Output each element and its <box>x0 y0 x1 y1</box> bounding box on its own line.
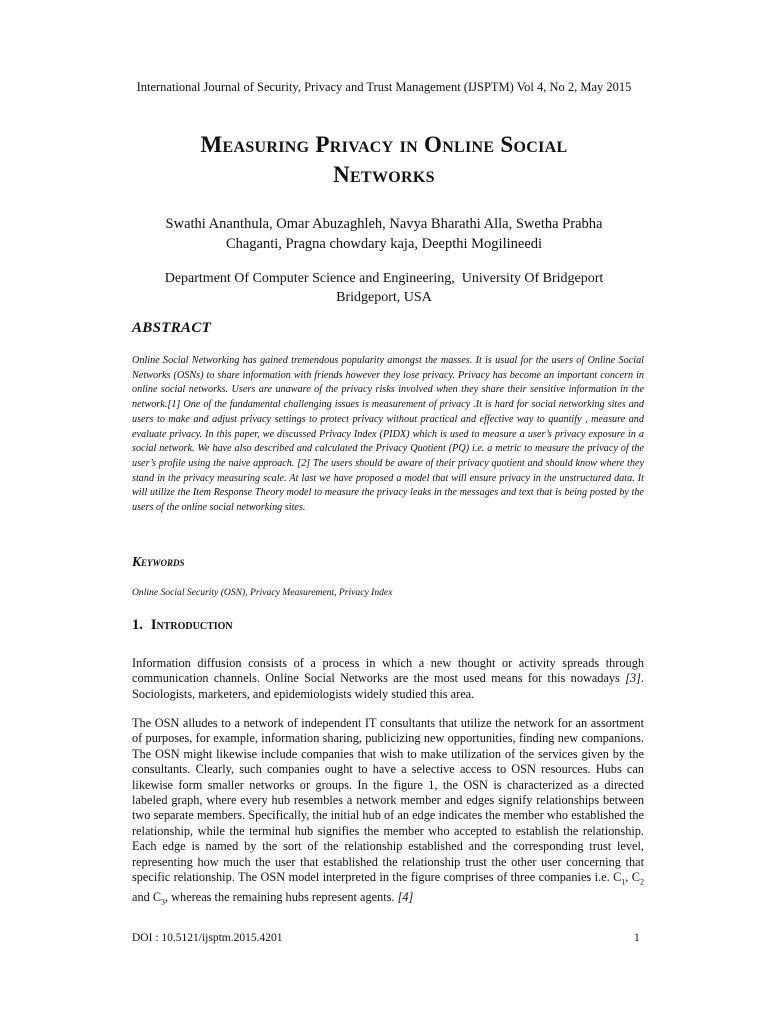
section-number: 1. <box>132 617 143 633</box>
sep-2: and C <box>132 889 162 904</box>
subscript-3: 3 <box>161 897 166 907</box>
page-number: 1 <box>634 932 640 944</box>
intro-p2-text: The OSN alludes to a network of independent IT consultants that utilize the network for an assortment of purposes, for example, information sharing, publicizing new opportunities, finding new companions. The OSN might likewise include companies that wish to make utilization of the services given by the consultants. Clearly, such companies ought to have a selective access to OSN resources. Hubs can likewise form smaller networks or groups. In the figure 1, the OSN is characterized as a directed labeled graph, where every hub resembles a network member and edges signify relationships between two separate members. Specifically, the initial hub of an edge indicates the member who established the relationship, while the terminal hub signifies the member who accepted to establish the relationship. Each edge is named by the sort of the relationship established and the corresponding trust level, representing how much the user that established the relationship trust the other user concerning that specific relationship. The OSN model interpreted in the figure comprises of three companies i.e. C <box>132 716 644 885</box>
intro-p1-tail: . Sociologists, marketers, and epidemiologists widely studied this area. <box>132 671 644 701</box>
paper-title <box>60 130 708 190</box>
affiliation-line-1: Department Of Computer Science and Engineering, University Of Bridgeport <box>164 271 604 286</box>
keywords-list: Online Social Security (OSN), Privacy Measurement, Privacy Index <box>132 587 393 598</box>
intro-p2-tail: , whereas the remaining hubs represent agents. <box>165 889 398 904</box>
abstract-body: Online Social Networking has gained tremendous popularity amongst the masses. It is usual for the users of Online Social Networks (OSNs) to share information with friends however they lose privacy. Privacy has become an important concern in online social networks. Users are unaware of the privacy risks involved when they share their sensitive information in the network.[1] One of the fundamental challenging issues is measurement of privacy .It is hard for social networking sites and users to make and adjust privacy settings to protect privacy without practical and effective way to quantify , measure and evaluate privacy. In this paper, we discussed Privacy Index (PIDX) which is used to measure a user’s privacy exposure in a social network. We have also described and calculated the Privacy Quotient (PQ) i.e. a metric to measure the privacy of the user’s profile using the naive approach. [2] The users should be aware of their privacy quotient and should know where they stand in the privacy measuring scale. At last we have proposed a model that will ensure privacy in the unstructured data. It will utilize the Item Response Theory model to measure the privacy leaks in the messages and text that is being posted by the users of the online social networking sites. <box>132 355 644 514</box>
citation-4: [4] <box>397 889 414 904</box>
keywords-heading: Keywords <box>132 554 185 569</box>
running-head: International Journal of Security, Privacy and Trust Management (IJSPTM) Vol 4, No 2, May 2015 <box>136 80 632 94</box>
affiliation-line-2: Bridgeport, USA <box>336 290 432 305</box>
citation-3: [3] <box>625 671 641 686</box>
title-line-2: Networks <box>333 162 435 187</box>
author-list <box>90 214 678 254</box>
section-title: Introduction <box>150 617 233 633</box>
section-heading-introduction <box>132 617 233 634</box>
authors-line-2: Chaganti, Pragna chowdary kaja, Deepthi Mogilineedi <box>225 236 543 252</box>
doi-footer: DOI : 10.5121/ijsptm.2015.4201 <box>132 932 283 944</box>
sep-1: , C <box>625 870 640 885</box>
subscript-2: 2 <box>640 877 644 887</box>
subscript-1: 1 <box>621 877 626 887</box>
abstract-heading: ABSTRACT <box>132 320 212 336</box>
authors-line-1: Swathi Ananthula, Omar Abuzaghleh, Navya Bharathi Alla, Swetha Prabha <box>165 216 603 232</box>
affiliation <box>90 269 678 307</box>
intro-paragraph-2 <box>132 716 644 910</box>
intro-p1-text: Information diffusion consists of a process in which a new thought or activity spreads through communication channels. Online Social Networks are the most used means for this nowadays <box>132 656 644 686</box>
intro-paragraph-1 <box>132 656 644 702</box>
title-line-1: Measuring Privacy in Online Social <box>200 132 568 157</box>
